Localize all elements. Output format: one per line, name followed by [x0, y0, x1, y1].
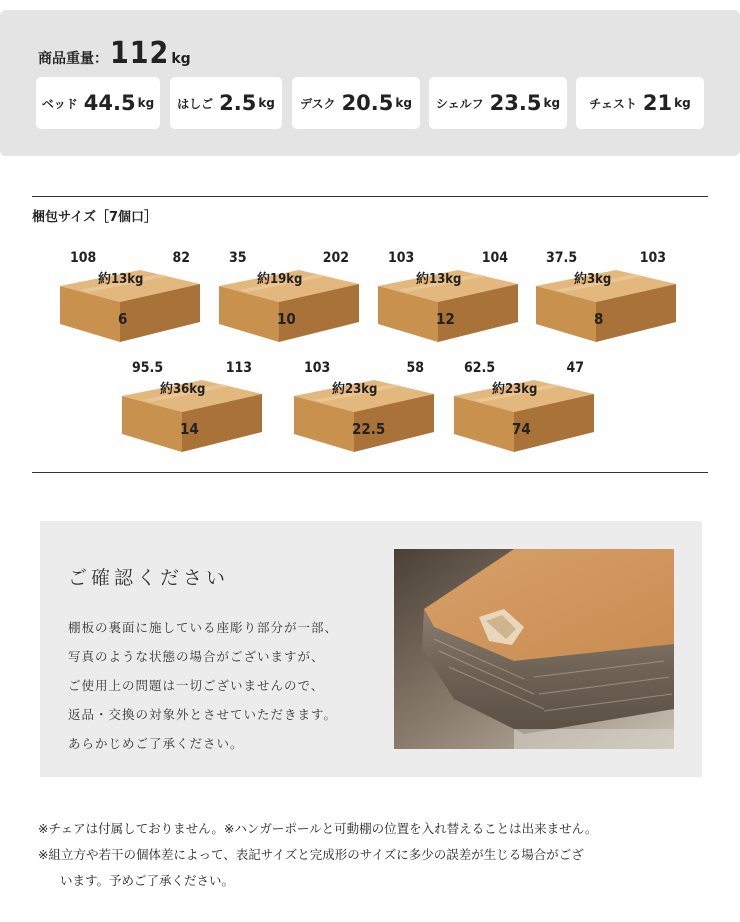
package-box [56, 250, 204, 350]
box-width: 103 [304, 360, 331, 376]
package-box [118, 360, 266, 460]
box-weight: 約23kg [492, 382, 538, 397]
box-depth: 82 [172, 250, 190, 266]
box-weight: 約13kg [98, 272, 144, 287]
chip-unit: kg [395, 96, 412, 110]
footnote-line: います。予めご了承ください。 [60, 873, 235, 888]
chip-name: デスク [300, 96, 336, 111]
package-box [450, 360, 598, 460]
total-weight-value: 112 [110, 36, 170, 71]
notice-line: 棚板の裏面に施している座彫り部分が一部、 [68, 620, 339, 635]
box-depth: 47 [566, 360, 584, 376]
box-width: 35 [229, 250, 247, 266]
box-weight: 約13kg [416, 272, 462, 287]
package-box [215, 250, 363, 350]
box-width: 103 [388, 250, 415, 266]
box-weight: 約3kg [574, 272, 612, 287]
weight-chip-ladder [170, 77, 282, 129]
total-weight-label: 商品重量： [38, 51, 108, 67]
weight-panel [0, 10, 740, 156]
chip-value: 23.5 [489, 91, 542, 115]
chip-name: シェルフ [435, 96, 484, 111]
weight-chip-shelf [429, 77, 567, 129]
chip-value: 44.5 [83, 91, 136, 115]
notice-line: ご使用上の問題は一切ございませんので、 [68, 678, 325, 693]
box-depth: 202 [322, 250, 349, 266]
box-height: 22.5 [352, 420, 386, 438]
weight-chip-bed [36, 77, 160, 129]
weight-chips [0, 77, 740, 129]
package-section-title: 梱包サイズ［7個口］ [32, 210, 158, 225]
divider-bottom [32, 472, 708, 473]
total-weight [38, 36, 191, 71]
box-weight: 約36kg [160, 382, 206, 397]
package-box [532, 250, 680, 350]
notice-line: 返品・交換の対象外とさせていただきます。 [68, 707, 338, 722]
box-height: 6 [118, 310, 128, 328]
notice-line: 写真のような状態の場合がございますが、 [68, 649, 325, 664]
footnotes [38, 816, 718, 894]
divider-top [32, 196, 708, 197]
box-depth: 58 [406, 360, 424, 376]
box-weight: 約23kg [332, 382, 378, 397]
box-height: 10 [277, 310, 296, 328]
box-width: 37.5 [546, 250, 578, 266]
chip-value: 20.5 [341, 91, 394, 115]
chip-value: 2.5 [219, 91, 257, 115]
box-height: 12 [436, 310, 455, 328]
notice-panel [40, 521, 702, 777]
notice-title: ご確認ください [68, 567, 230, 589]
weight-chip-chest [576, 77, 704, 129]
notice-body [68, 613, 398, 758]
box-height: 74 [512, 420, 531, 438]
footnote-line: ※チェアは付属しておりません。※ハンガーポールと可動棚の位置を入れ替えることは出来ません。 [38, 821, 598, 836]
chip-unit: kg [543, 96, 561, 110]
notice-line: あらかじめご了承ください。 [68, 736, 244, 751]
chip-unit: kg [137, 96, 155, 110]
box-depth: 103 [639, 250, 666, 266]
chip-value: 21 [642, 91, 673, 115]
total-weight-unit: kg [171, 51, 191, 67]
box-depth: 113 [225, 360, 252, 376]
box-width: 95.5 [132, 360, 164, 376]
chip-name: チェスト [589, 96, 637, 111]
box-width: 62.5 [464, 360, 496, 376]
box-height: 8 [594, 310, 604, 328]
chip-unit: kg [674, 96, 691, 110]
box-weight: 約19kg [257, 272, 303, 287]
weight-chip-desk [292, 77, 420, 129]
package-box [290, 360, 438, 460]
chip-name: はしご [177, 96, 214, 111]
shelf-edge-photo [394, 549, 674, 749]
chip-unit: kg [258, 96, 275, 110]
chip-name: ベッド [41, 96, 78, 111]
footnote-line: ※組立方や若干の個体差によって、表記サイズと完成形のサイズに多少の誤差が生じる場合がござ [38, 847, 584, 862]
box-depth: 104 [481, 250, 508, 266]
package-box [374, 250, 522, 350]
box-height: 14 [180, 420, 199, 438]
box-width: 108 [70, 250, 97, 266]
